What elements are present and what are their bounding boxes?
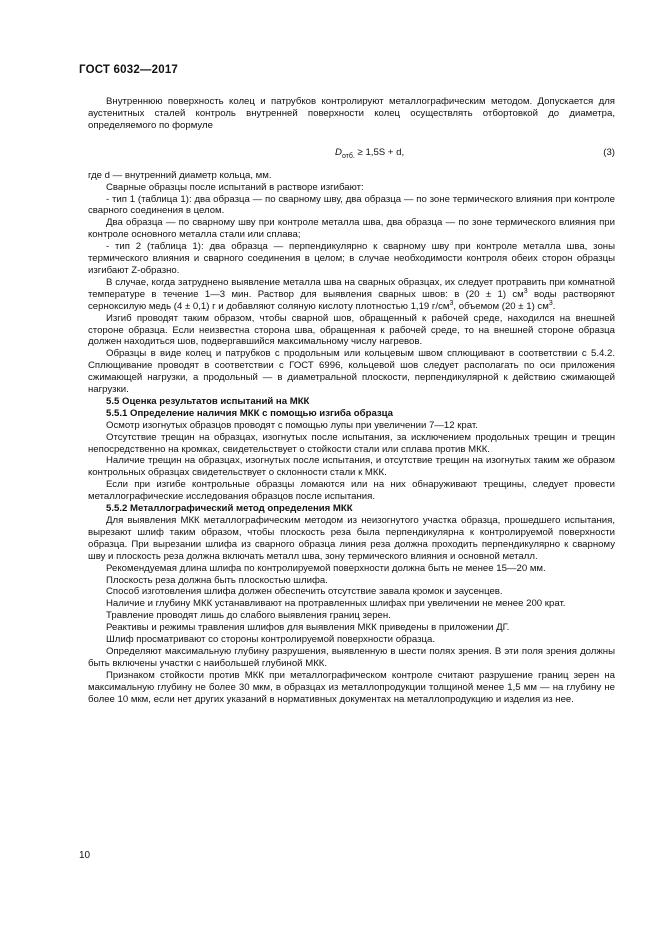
paragraph: Образцы в виде колец и патрубков с продольным или кольцевым швом сплющивают в соответствии с 5.4.2. Сплющивание проводят в соответствии с ГОСТ 6996, кольцевой шов следует располагать по оси приложения сжимающей нагрузки, а продольный — в диаметральной плоскости, перпендикулярной к действию сжимающей нагрузки. [88, 348, 615, 396]
paragraph: Если при изгибе контрольные образцы ломаются или на них обнаруживают трещины, следует провести металлографические исследования образцов после испытания. [88, 479, 615, 503]
paragraph: Наличие и глубину МКК устанавливают на протравленных шлифах при увеличении не менее 200 крат. [106, 598, 566, 610]
page-number: 10 [79, 850, 91, 861]
paragraph: Способ изготовления шлифа должен обеспечить отсутствие завала кромок и заусенцев. [106, 586, 503, 598]
superscript: 3 [548, 299, 553, 307]
list-item: - тип 2 (таблица 1): два образца — перпендикулярно к сварному шву при контроле металла шва, зоны термического влияния и сварного соединения в целом; в случае необходимости контроля обеих сторон образцы изгибают Z-образно. [88, 241, 615, 276]
paragraph: Шлиф просматривают со стороны контролируемой поверхности образца. [106, 634, 435, 646]
paragraph: Отсутствие трещин на образцах, изогнутых после испытания, за исключением продольных трещин и трещин непосредственно на кромках, свидетельствует о стойкости стали или сплава против МКК. [88, 431, 615, 455]
paragraph: Определяют максимальную глубину разрушения, выявленную в шести полях зрения. В эти поля зрения должны быть включены участки с наибольшей глубиной МКК. [88, 645, 615, 669]
paragraph: Для выявления МКК металлографическим методом из неизогнутого участка образца, прошедшего испытания, вырезают шлиф таким образом, чтобы плоскость реза была перпендикулярна к контролируемой поверхности образца. При вырезании шлифа из сварного образца линия реза должна проходить перпендикулярно к сварному шву и плоскость реза должна включать металл шва, зону термического влияния и основной металл. [88, 515, 615, 562]
paragraph: Признаком стойкости против МКК при металлографическом контроле считают разрушение границ зерен на максимальную глубину не более 30 мкм, в образцах из металлопродукции толщиной менее 1,5 мм — на глубину не более 10 мкм, если нет других указаний в нормативных документах на металлопродукцию и изделия из нее. [88, 669, 615, 705]
paragraph: Внутреннюю поверхность колец и патрубков контролируют металлографическим методом. Допускается для аустенитных сталей контроль внутренней поверхности колец осуществлять отбортовкой до диаметра, определяемого по формуле [88, 96, 615, 131]
paragraph: Наличие трещин на образцах, изогнутых после испытания, и отсутствие трещин на изогнутых таким же образом контрольных образцах свидетельствует о склонности стали к МКК. [88, 455, 615, 479]
formula-3 [88, 144, 615, 164]
paragraph: Два образца — по сварному шву при контроле металла шва, два образца — по зоне термического влияния при контроле основного металла стали или сплава; [88, 217, 615, 241]
paragraph: где d — внутренний диаметр кольца, мм. [88, 169, 272, 181]
paragraph: Плоскость реза должна быть плоскостью шлифа. [106, 574, 328, 586]
formula-expression [335, 147, 404, 159]
text-run: . [552, 300, 556, 312]
formula-lhs: D [335, 146, 342, 158]
formula-subscript: отб. [341, 152, 355, 160]
paragraph: Осмотр изогнутых образцов проводят с помощью лупы при увеличении 7—12 крат. [106, 419, 478, 431]
formula-number: (3) [603, 146, 615, 158]
superscript: 3 [523, 287, 528, 295]
document-body [88, 96, 615, 706]
paragraph [88, 277, 615, 313]
paragraph: Травление проводят лишь до слабого выявления границ зерен. [106, 610, 391, 622]
formula-rhs: ≥ 1,5S + d, [357, 146, 405, 158]
subsection-heading: 5.5.2 Металлографический метод определения МКК [106, 503, 353, 515]
paragraph: Рекомендуемая длина шлифа по контролируемой поверхности должна быть не менее 15—20 мм. [106, 562, 546, 574]
list-item: - тип 1 (таблица 1): два образца — по сварному шву, два образца — по зоне термического влияния при контроле сварного соединения в целом. [88, 193, 615, 217]
paragraph: Сварные образцы после испытаний в растворе изгибают: [106, 181, 364, 193]
superscript: 3 [449, 299, 454, 307]
subsection-heading: 5.5.1 Определение наличия МКК с помощью изгиба образца [106, 407, 394, 419]
text-run: воды растворяют серноксилую медь (4 ± 0,1) г и добавляют соляную кислоту плотностью 1,19 г/см [88, 288, 615, 312]
standard-header: ГОСТ 6032—2017 [79, 64, 179, 76]
section-heading: 5.5 Оценка результатов испытаний на МКК [106, 395, 310, 407]
text-run: В случае, когда затруднено выявление металла шва на сварных образцах, их следует протравить при комнатной температуре в течение 1—3 мин. Раствор для выявления сварных швов: в (20 ± 1) см [88, 276, 615, 300]
paragraph: Изгиб проводят таким образом, чтобы сварной шов, обращенный к рабочей среде, находился на внешней стороне образца. Если неизвестна сторона шва, обращенная к рабочей среде, то на внешней стороне образца должен находиться шов, подвергавшийся максимальному числу нагревов. [88, 312, 615, 348]
paragraph: Реактивы и режимы травления шлифов для выявления МКК приведены в приложении ДГ. [106, 622, 510, 634]
text-run: , объемом (20 ± 1) см [453, 300, 549, 312]
